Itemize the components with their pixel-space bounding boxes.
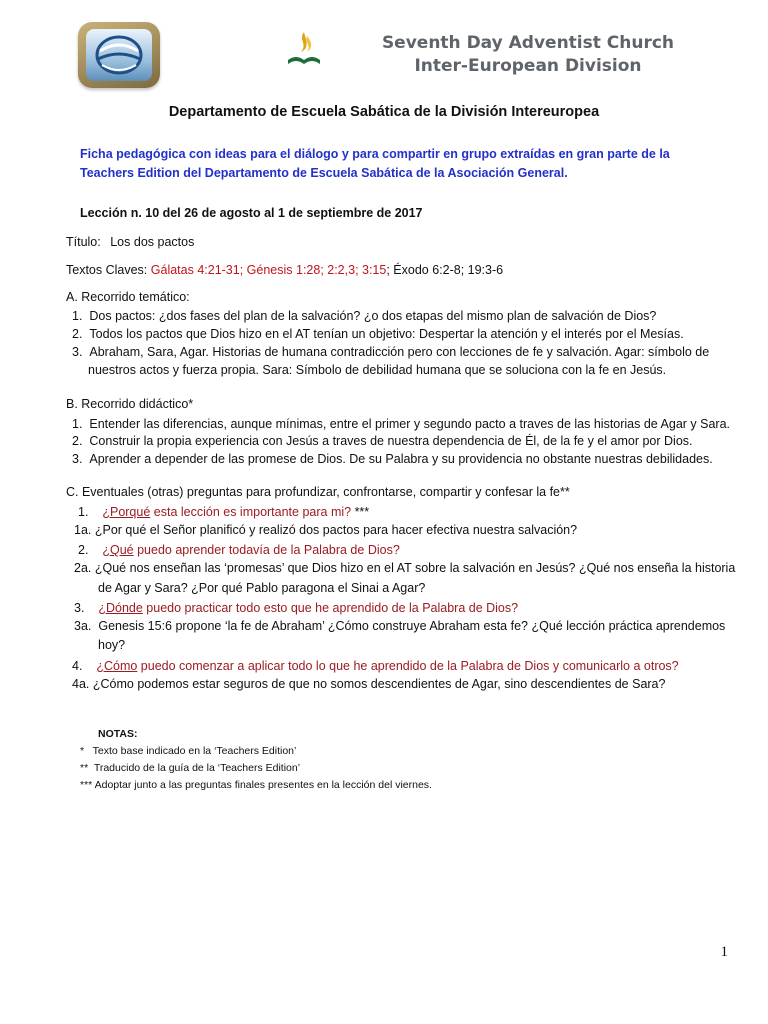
question-1: 1. ¿Porqué esta lección es importante para mi? *** xyxy=(78,505,370,519)
list-item: 1. Dos pactos: ¿dos fases del plan de la salvación? ¿o dos etapas del mismo plan de salvación de Dios? xyxy=(72,309,657,323)
lesson-title xyxy=(66,234,194,250)
question-key: ¿Qué xyxy=(102,543,134,557)
title-label: Título: xyxy=(66,235,101,249)
org-line-2: Inter-European Division xyxy=(414,56,642,76)
list-item: 3. Abraham, Sara, Agar. Historias de humana contradicción pero con lecciones de fe y salvación. Agar: símbolo de xyxy=(72,345,710,359)
note-1: * Texto base indicado en la ‘Teachers Edition’ xyxy=(80,745,297,757)
question-4a: 4a. ¿Cómo podemos estar seguros de que no somos descendientes de Agar, sino descendientes de Sara? xyxy=(72,677,666,691)
lesson-line: Lección n. 10 del 26 de agosto al 1 de septiembre de 2017 xyxy=(80,206,423,220)
question-2a-continuation: de Agar y Sara? ¿Por qué Pablo paragona el Sinai a Agar? xyxy=(98,581,426,595)
list-item: 1. Entender las diferencias, aunque mínimas, entre el primer y segundo pacto a traves de las historias de Agar y Sara. xyxy=(72,417,731,431)
sda-flame-logo-icon xyxy=(284,30,324,70)
note-3: *** Adoptar junto a las preguntas finales presentes en la lección del viernes. xyxy=(80,779,432,791)
department-title: Departamento de Escuela Sabática de la División Intereuropea xyxy=(168,104,600,120)
question-3a-continuation: hoy? xyxy=(98,638,126,652)
list-item-continuation: nuestros actos y fuerza propia. Sara: Símbolo de debilidad humana que se soluciona con la fe en Jesús. xyxy=(88,363,667,377)
section-a-heading: A. Recorrido temático: xyxy=(66,290,190,304)
question-1a: 1a. ¿Por qué el Señor planificó y realizó dos pactos para hacer efectiva nuestra salvación? xyxy=(74,523,578,537)
question-2: 2. ¿Qué puedo aprender todavía de la Palabra de Dios? xyxy=(78,543,400,557)
question-3: 3. ¿Dónde puedo practicar todo esto que he aprendido de la Palabra de Dios? xyxy=(74,601,519,615)
question-key: ¿Porqué xyxy=(102,505,151,519)
sabbath-school-logo-icon xyxy=(78,22,160,88)
key-texts xyxy=(66,262,503,278)
notes-heading: NOTAS: xyxy=(98,728,138,740)
title-value: Los dos pactos xyxy=(110,235,195,249)
org-line-1: Seventh Day Adventist Church xyxy=(381,33,675,53)
list-item: 3. Aprender a depender de las promese de Dios. De su Palabra y su providencia no obstante nuestras debilidades. xyxy=(72,452,713,466)
notes-block xyxy=(80,726,432,794)
question-3a: 3a. Genesis 15:6 propone ‘la fe de Abraham’ ¿Cómo construye Abraham esta fe? ¿Qué lección práctica aprendemos xyxy=(74,619,726,633)
key-texts-label: Textos Claves: xyxy=(66,263,148,277)
globe-icon xyxy=(86,29,152,81)
question-key: ¿Cómo xyxy=(96,659,138,673)
intro-paragraph: Ficha pedagógica con ideas para el diálogo y para compartir en grupo extraídas en gran parte de la Teachers Edition del Departamento de Escuela Sabática de la Asociación General. xyxy=(80,147,670,180)
question-2a: 2a. ¿Qué nos enseñan las ‘promesas’ que Dios hizo en el AT sobre la salvación en Jesús? ¿Qué nos enseña la historia xyxy=(74,561,736,575)
list-item: 2. Construir la propia experiencia con Jesús a traves de nuestra dependencia de Él, de la fe y el amor por Dios. xyxy=(72,434,693,448)
note-2: ** Traducido de la guía de la ‘Teachers Edition’ xyxy=(80,762,301,774)
key-texts-red: Gálatas 4:21-31; Génesis 1:28; 2:2,3; 3:15 xyxy=(150,263,387,277)
page-number: 1 xyxy=(720,944,728,960)
question-key: ¿Dónde xyxy=(98,601,143,615)
key-texts-rest: ; Éxodo 6:2-8; 19:3-6 xyxy=(386,263,504,277)
section-c-heading: C. Eventuales (otras) preguntas para profundizar, confrontarse, compartir y confesar la fe** xyxy=(66,485,570,499)
list-item: 2. Todos los pactos que Dios hizo en el AT tenían un objetivo: Despertar la atención y el interés por el Mesías. xyxy=(72,327,684,341)
section-b-heading: B. Recorrido didáctico* xyxy=(66,397,194,411)
question-4: 4. ¿Cómo puedo comenzar a aplicar todo lo que he aprendido de la Palabra de Dios y comunicarlo a otros? xyxy=(72,659,679,673)
organization-name xyxy=(368,32,688,78)
